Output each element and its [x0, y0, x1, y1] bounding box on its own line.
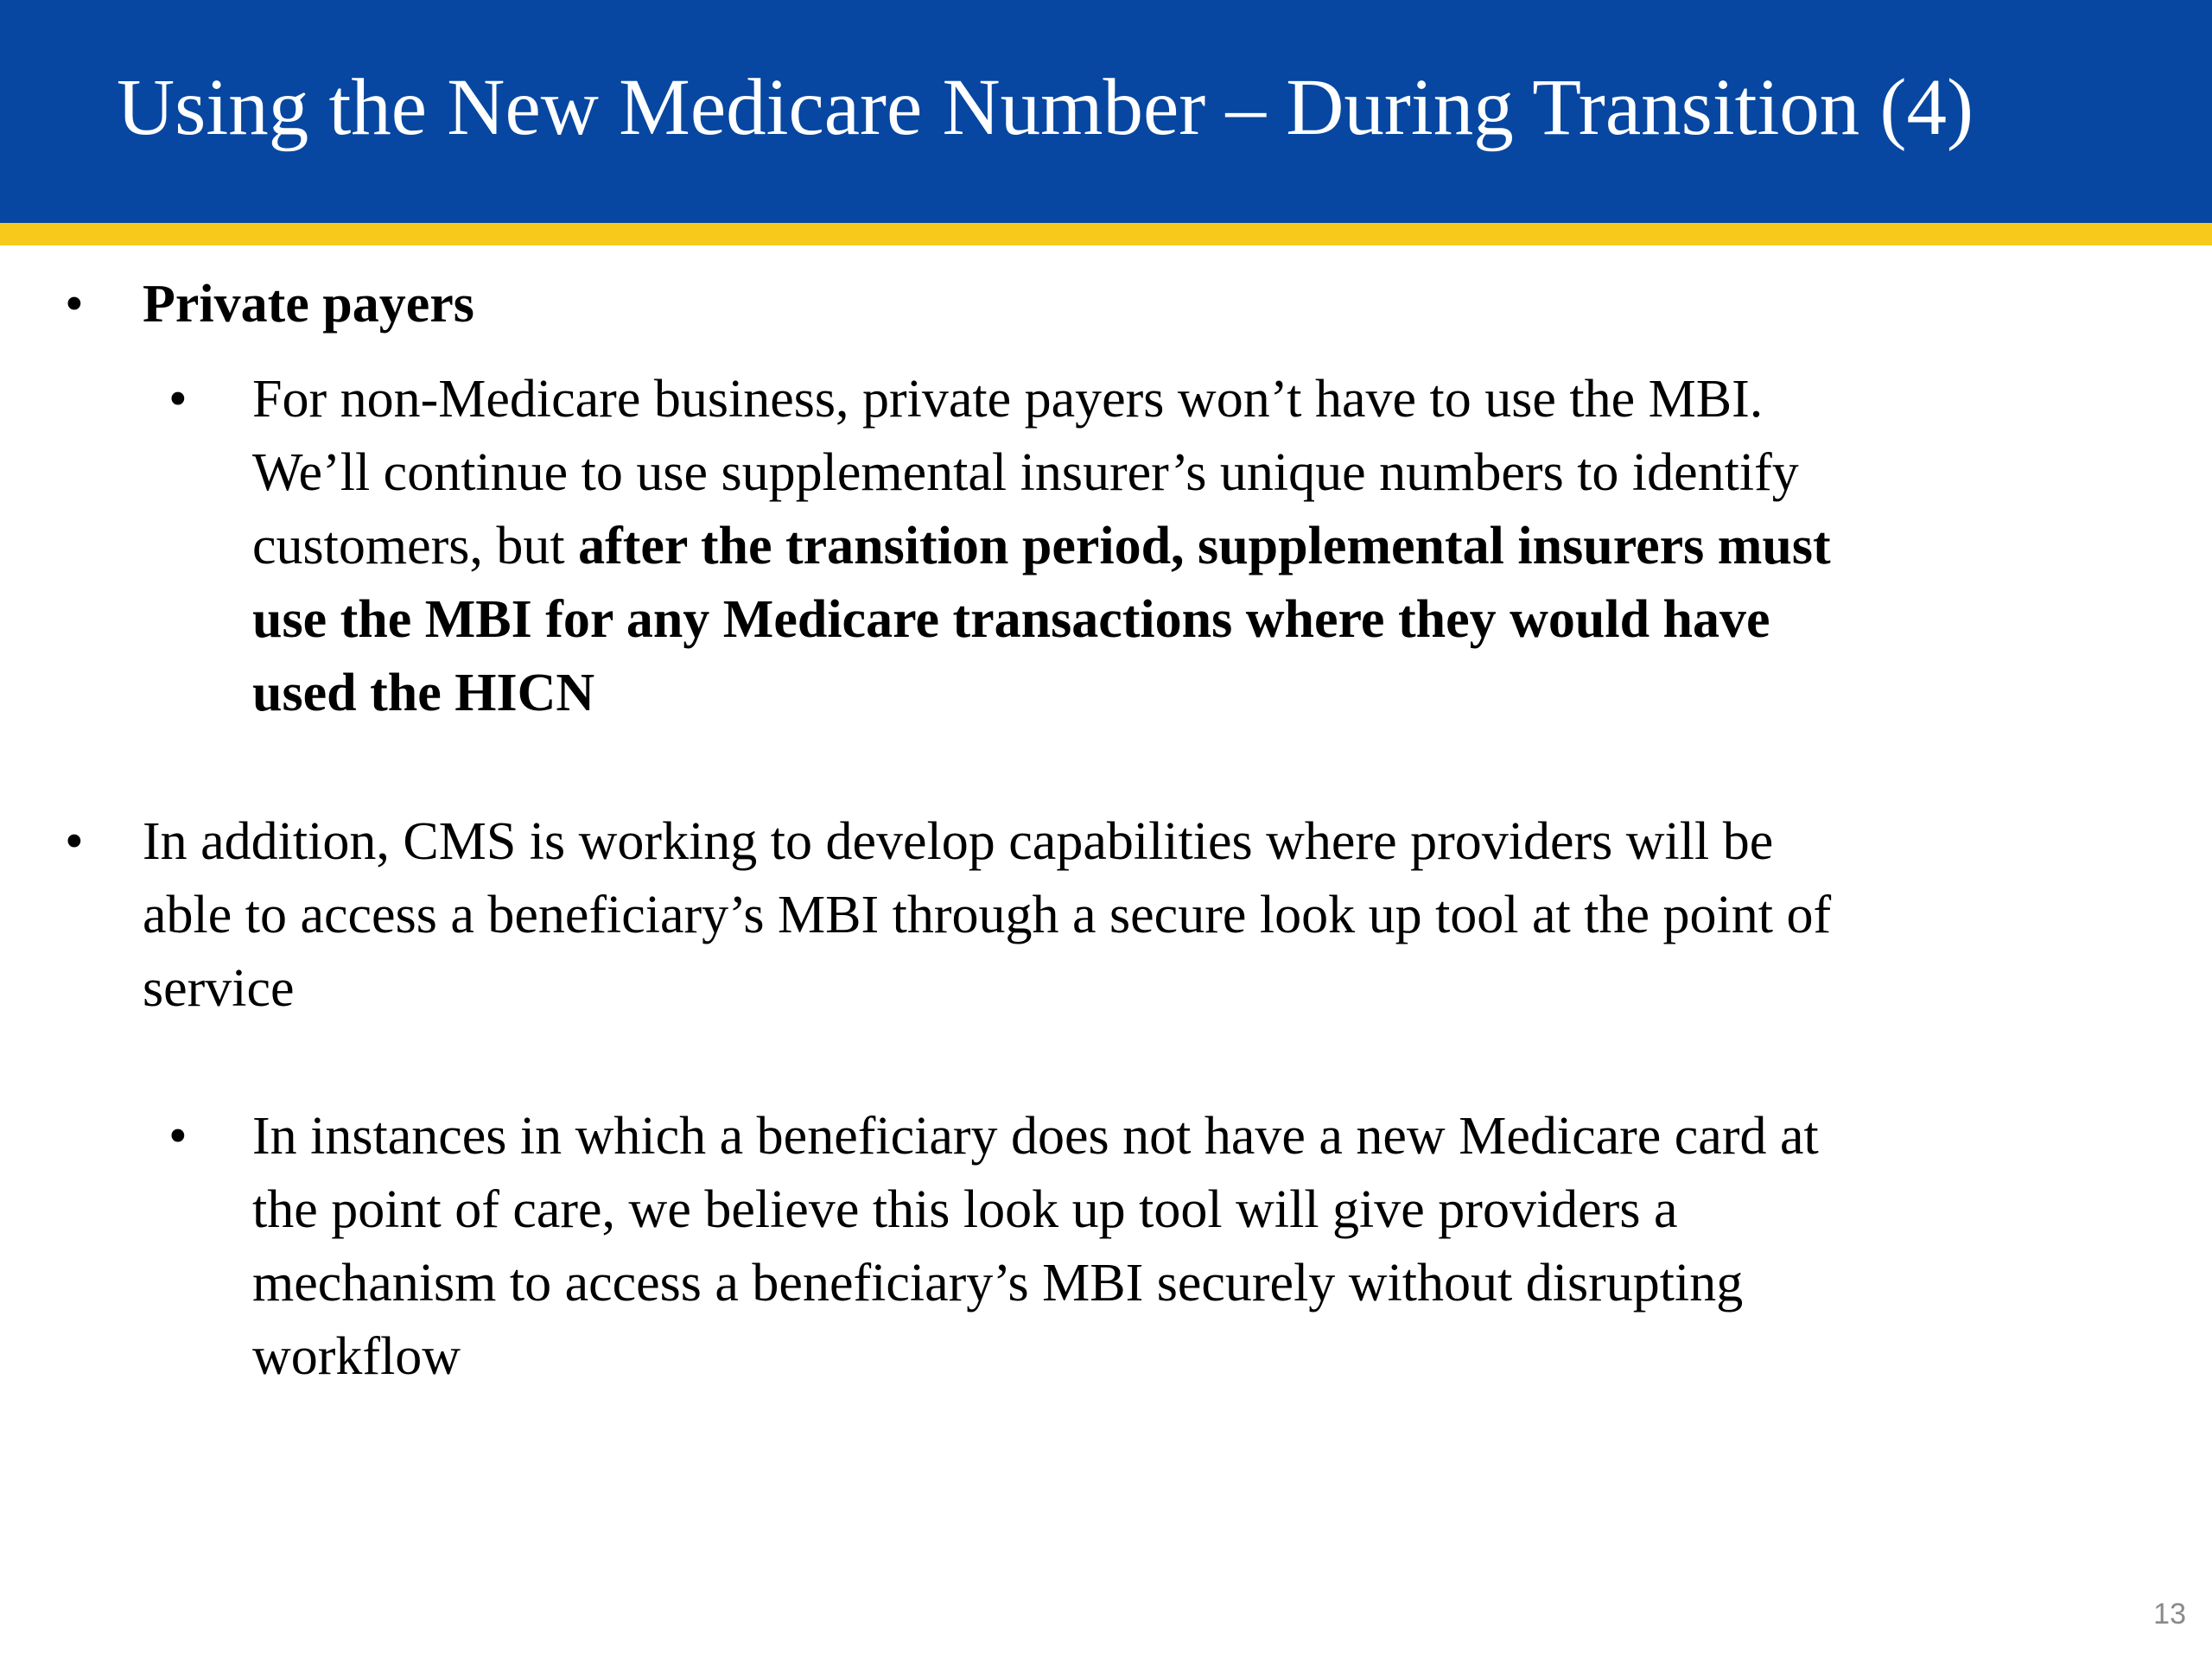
- bullet-line-emphasis: use the MBI for any Medicare transactions where they would have: [252, 590, 1770, 649]
- bullet-line-mixed: [252, 510, 1831, 583]
- bullet-line: able to access a beneficiary’s MBI through a secure look up tool at the point of: [143, 886, 1832, 944]
- bullet-text: Private payers: [143, 275, 474, 334]
- bullet-line-emphasis: after the transition period, supplemental insurers must: [578, 517, 1831, 575]
- bullet-line: In instances in which a beneficiary does not have a new Medicare card at: [252, 1107, 1819, 1166]
- bullet-line: service: [143, 959, 295, 1018]
- bullet-line: the point of care, we believe this look up tool will give providers a: [252, 1180, 1678, 1239]
- bullet-dot: •: [168, 370, 188, 429]
- page-number: 13: [2153, 1598, 2186, 1630]
- bullet-dot: •: [65, 275, 84, 334]
- bullet-line: For non-Medicare business, private payers won’t have to use the MBI.: [252, 370, 1764, 429]
- slide-title: Using the New Medicare Number – During Transition (4): [117, 63, 1974, 152]
- title-accent-rule: [0, 223, 2212, 245]
- bullet-private-payers: [65, 268, 474, 341]
- bullet-dot: •: [168, 1107, 188, 1166]
- bullet-line: We’ll continue to use supplemental insurer’s unique numbers to identify: [252, 443, 1799, 502]
- bullet-cms-lookup-tool: [65, 805, 1832, 1026]
- sub-bullet-point-of-care: [168, 1100, 1819, 1394]
- bullet-line: workflow: [252, 1327, 461, 1386]
- bullet-dot: •: [65, 812, 84, 871]
- bullet-line: In addition, CMS is working to develop capabilities where providers will be: [143, 812, 1774, 871]
- bullet-line-emphasis: used the HICN: [252, 664, 595, 722]
- bullet-line-start: customers, but: [252, 517, 579, 575]
- sub-bullet-non-medicare-business: [168, 363, 1831, 730]
- bullet-line: mechanism to access a beneficiary’s MBI securely without disrupting: [252, 1254, 1744, 1313]
- title-bar: [0, 0, 2212, 223]
